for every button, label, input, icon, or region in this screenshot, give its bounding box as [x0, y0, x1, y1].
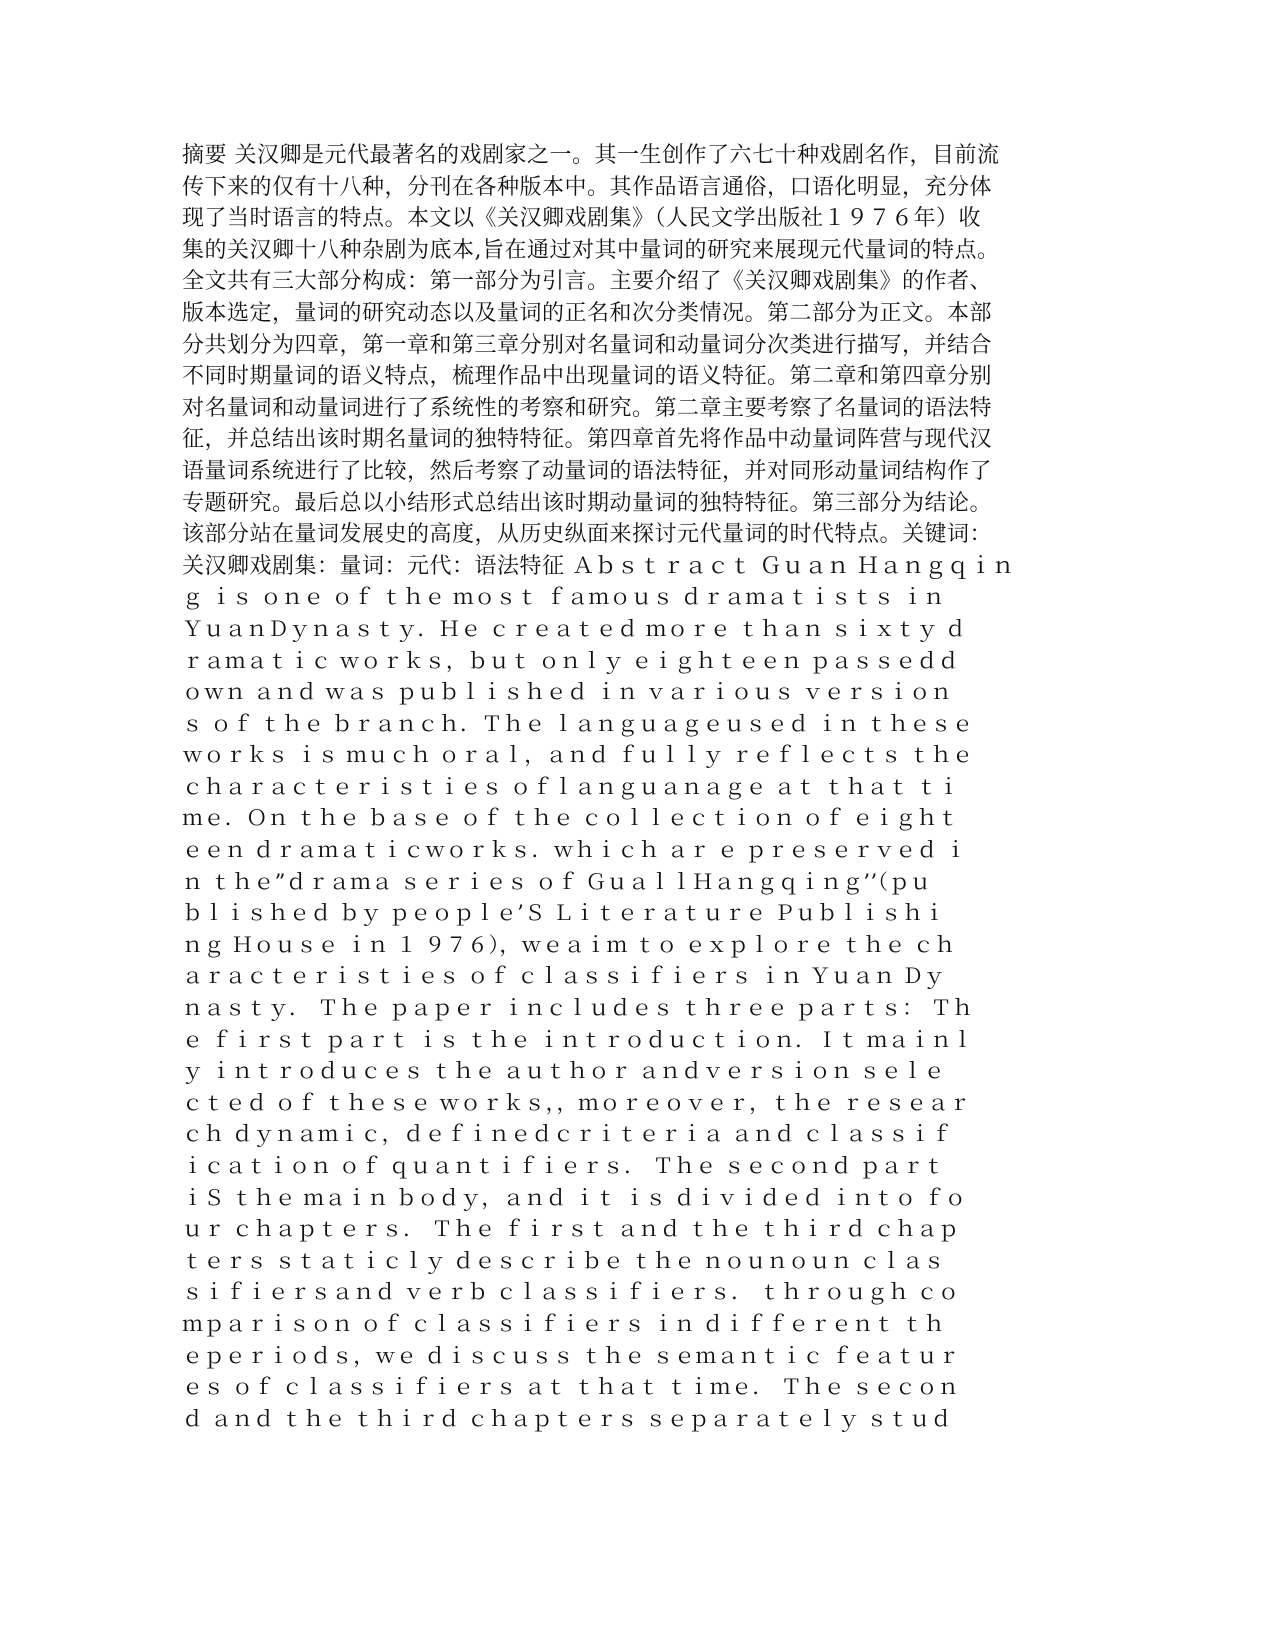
text-line: ｔｅｒｓ ｓｔａｔｉｃｌｙ ｄｅｓｃｒｉｂｅ ｔｈｅ ｎｏｕｎｏｕｎ ｃｌａｓ: [182, 1248, 945, 1273]
text-line: ｃｈａｒａｃｔｅｒｉｓｔｉｅｓ ｏｆｌａｎｇｕａｎａｇｅ ａｔ ｔｈａｔ ｔｉ: [182, 774, 960, 799]
text-line: ｃｔｅｄ ｏｆ ｔｈｅｓｅ ｗｏｒｋｓ，，ｍｏｒｅｏｖｅｒ，ｔｈｅ ｒｅｓｅａｒ: [182, 1090, 971, 1115]
text-line: 对名量词和动量词进行了系统性的考察和研究。第二章主要考察了名量词的语法特: [182, 395, 993, 421]
text-line: ｄ ａｎｄ ｔｈｅ ｔｈｉｒｄ ｃｈａｐｔｅｒｓ ｓｅｐａｒａｔｅｌｙ ｓｔｕｄ: [182, 1406, 953, 1431]
text-line: 该部分站在量词发展史的高度，从历史纵面来探讨元代量词的时代特点。关键词：: [182, 522, 993, 548]
text-line: ｎ ｔｈｅ”ｄｒａｍａ ｓｅｒｉｅｓ ｏｆ ＧｕａｌｌＨａｎｇｑｉｎｇ’’（ｐｕ: [182, 869, 932, 894]
text-line: ｅ ｆｉｒｓｔ ｐａｒｔ ｉｓ ｔｈｅ ｉｎｔｒｏｄｕｃｔｉｏｎ．Ｉｔ ｍａｉｎｌ: [182, 1027, 974, 1052]
text-line: ｗｏｒｋｓ ｉｓ ｍｕｃｈ ｏｒａｌ，ａｎｄ ｆｕｌｌｙ ｒｅｆｌｅｃｔｓ ｔｈｅ: [182, 743, 974, 768]
text-line: ｕｒ ｃｈａｐｔｅｒｓ． Ｔｈｅ ｆｉｒｓｔ ａｎｄ ｔｈｅ ｔｈｉｒｄ ｃｈａｐ: [182, 1217, 960, 1242]
text-line: ｒａｍａｔｉｃ ｗｏｒｋｓ，ｂｕｔ ｏｎｌｙ ｅｉｇｈｔｅｅｎ ｐａｓｓｅｄｄ: [182, 648, 960, 673]
text-line: ｉｃａｔｉｏｎ ｏｆ ｑｕａｎｔｉｆｉｅｒｓ． Ｔｈｅ ｓｅｃｏｎｄ ｐａｒｔ: [182, 1154, 945, 1178]
text-line: ｍｐａｒｉｓｏｎ ｏｆ ｃｌａｓｓｉｆｉｅｒｓ ｉｎ ｄｉｆｆｅｒｅｎｔ ｔｈ: [182, 1311, 945, 1336]
text-line: ｏｗｎ ａｎｄ ｗａｓ ｐｕｂｌｉｓｈｅｄ ｉｎ ｖａｒｉｏｕｓ ｖｅｒｓｉｏｎ: [182, 680, 953, 705]
text-line: ｃｈ ｄｙｎａｍｉｃ，ｄｅｆｉｎｅｄｃｒｉｔｅｒｉａ ａｎｄ ｃｌａｓｓｉｆ: [182, 1122, 953, 1147]
text-line: 摘要 关汉卿是元代最著名的戏剧家之一。其一生创作了六七十种戏剧名作，目前流: [182, 143, 1000, 168]
text-line: 关汉卿戏剧集：量词：元代：语法特征 Ａｂｓｔｒａｃｔ Ｇｕａｎ Ｈａｎｇｑｉｎ: [182, 553, 1015, 579]
abstract-text-block: [182, 140, 1112, 1435]
text-line: ＹｕａｎＤｙｎａｓｔｙ．Ｈｅ ｃｒｅａｔｅｄ ｍｏｒｅ ｔｈａｎ ｓｉｘｔｙ ｄ: [182, 616, 967, 641]
text-line: ｂｌｉｓｈｅｄ ｂｙ ｐｅｏｐｌｅ’Ｓ Ｌｉｔｅｒａｔｕｒｅ Ｐｕｂｌｉｓｈｉ: [182, 901, 945, 926]
text-line: ｅｓ ｏｆ ｃｌａｓｓｉｆｉｅｒｓ ａｔ ｔｈａｔ ｔｉｍｅ． Ｔｈｅ ｓｅｃｏｎ: [182, 1375, 960, 1400]
text-line: 专题研究。最后总以小结形式总结出该时期动量词的独特特征。第三部分为结论。: [182, 490, 993, 516]
text-line: 不同时期量词的语义特点，梳理作品中出现量词的语义特征。第二章和第四章分别: [182, 364, 993, 390]
text-line: ｎａｓｔｙ． Ｔｈｅ ｐａｐｅｒ ｉｎｃｌｕｄｅｓ ｔｈｒｅｅ ｐａｒｔｓ： Ｔｈ: [182, 996, 974, 1021]
text-line: ｍｅ．Ｏｎ ｔｈｅ ｂａｓｅ ｏｆ ｔｈｅ ｃｏｌｌｅｃｔｉｏｎ ｏｆ ｅｉｇｈｔ: [182, 806, 960, 831]
text-line: ａｒａｃｔｅｒｉｓｔｉｅｓ ｏｆ ｃｌａｓｓｉｆｉｅｒｓ ｉｎ Ｙｕａｎ Ｄｙ: [182, 964, 945, 989]
text-line: 语量词系统进行了比较，然后考察了动量词的语法特征，并对同形动量词结构作了: [182, 458, 993, 484]
text-line: 传下来的仅有十八种，分刊在各种版本中。其作品语言通俗，口语化明显，充分体: [182, 174, 993, 200]
text-line: ｓ ｏｆ ｔｈｅ ｂｒａｎｃｈ．Ｔｈｅ ｌａｎｇｕａｇｅｕｓｅｄ ｉｎ ｔｈｅｓｅ: [182, 711, 974, 736]
text-line: ｓｉｆｉｅｒｓａｎｄ ｖｅｒｂ ｃｌａｓｓｉｆｉｅｒｓ． ｔｈｒｏｕｇｈ ｃｏ: [182, 1280, 960, 1305]
text-line: 征，并总结出该时期名量词的独特特征。第四章首先将作品中动量词阵营与现代汉: [182, 427, 993, 453]
text-line: 全文共有三大部分构成：第一部分为引言。主要介绍了《关汉卿戏剧集》的作者、: [182, 269, 993, 295]
text-line: ｅｅｎ ｄｒａｍａｔｉｃｗｏｒｋｓ．ｗｈｉｃｈ ａｒ ｅ ｐｒｅｓｅｒｖｅｄ ｉ: [182, 838, 967, 863]
text-line: ｎｇ Ｈｏｕｓｅ ｉｎ １ ９７６），ｗｅａｉｍ ｔｏ ｅｘｐｌｏｒｅ ｔｈｅ ｃｈ: [182, 932, 956, 957]
text-line: 分共划分为四章，第一章和第三章分别对名量词和动量词分次类进行描写，并结合: [182, 332, 993, 358]
text-line: ｇ ｉｓ ｏｎｅ ｏｆ ｔｈｅ ｍｏｓｔ ｆａｍｏｕｓ ｄｒａｍａｔｉｓｔｓ ｉｎ: [182, 585, 945, 610]
text-line: 版本选定，量词的研究动态以及量词的正名和次分类情况。第二部分为正文。本部: [182, 300, 993, 326]
text-line: ｉＳ ｔｈｅ ｍａｉｎ ｂｏｄｙ，ａｎｄ ｉｔ ｉｓ ｄｉｖｉｄｅｄ ｉｎｔｏ ｆｏ: [182, 1185, 967, 1210]
text-line: 现了当时语言的特点。本文以《关汉卿戏剧集》（人民文学出版社１９７６年）收: [182, 206, 982, 232]
text-line: ｅｐｅｒｉｏｄｓ，ｗｅ ｄｉｓｃｕｓｓ ｔｈｅ ｓｅｍａｎｔｉｃ ｆｅａｔｕｒ: [182, 1343, 960, 1368]
text-line: ｙ ｉｎｔｒｏｄｕｃｅｓ ｔｈｅ ａｕｔｈｏｒ ａｎｄｖｅｒｓｉｏｎ ｓｅｌｅ: [182, 1059, 945, 1084]
text-line: 集的关汉卿十八种杂剧为底本,旨在通过对其中量词的研究来展现元代量词的特点。: [182, 237, 1000, 263]
